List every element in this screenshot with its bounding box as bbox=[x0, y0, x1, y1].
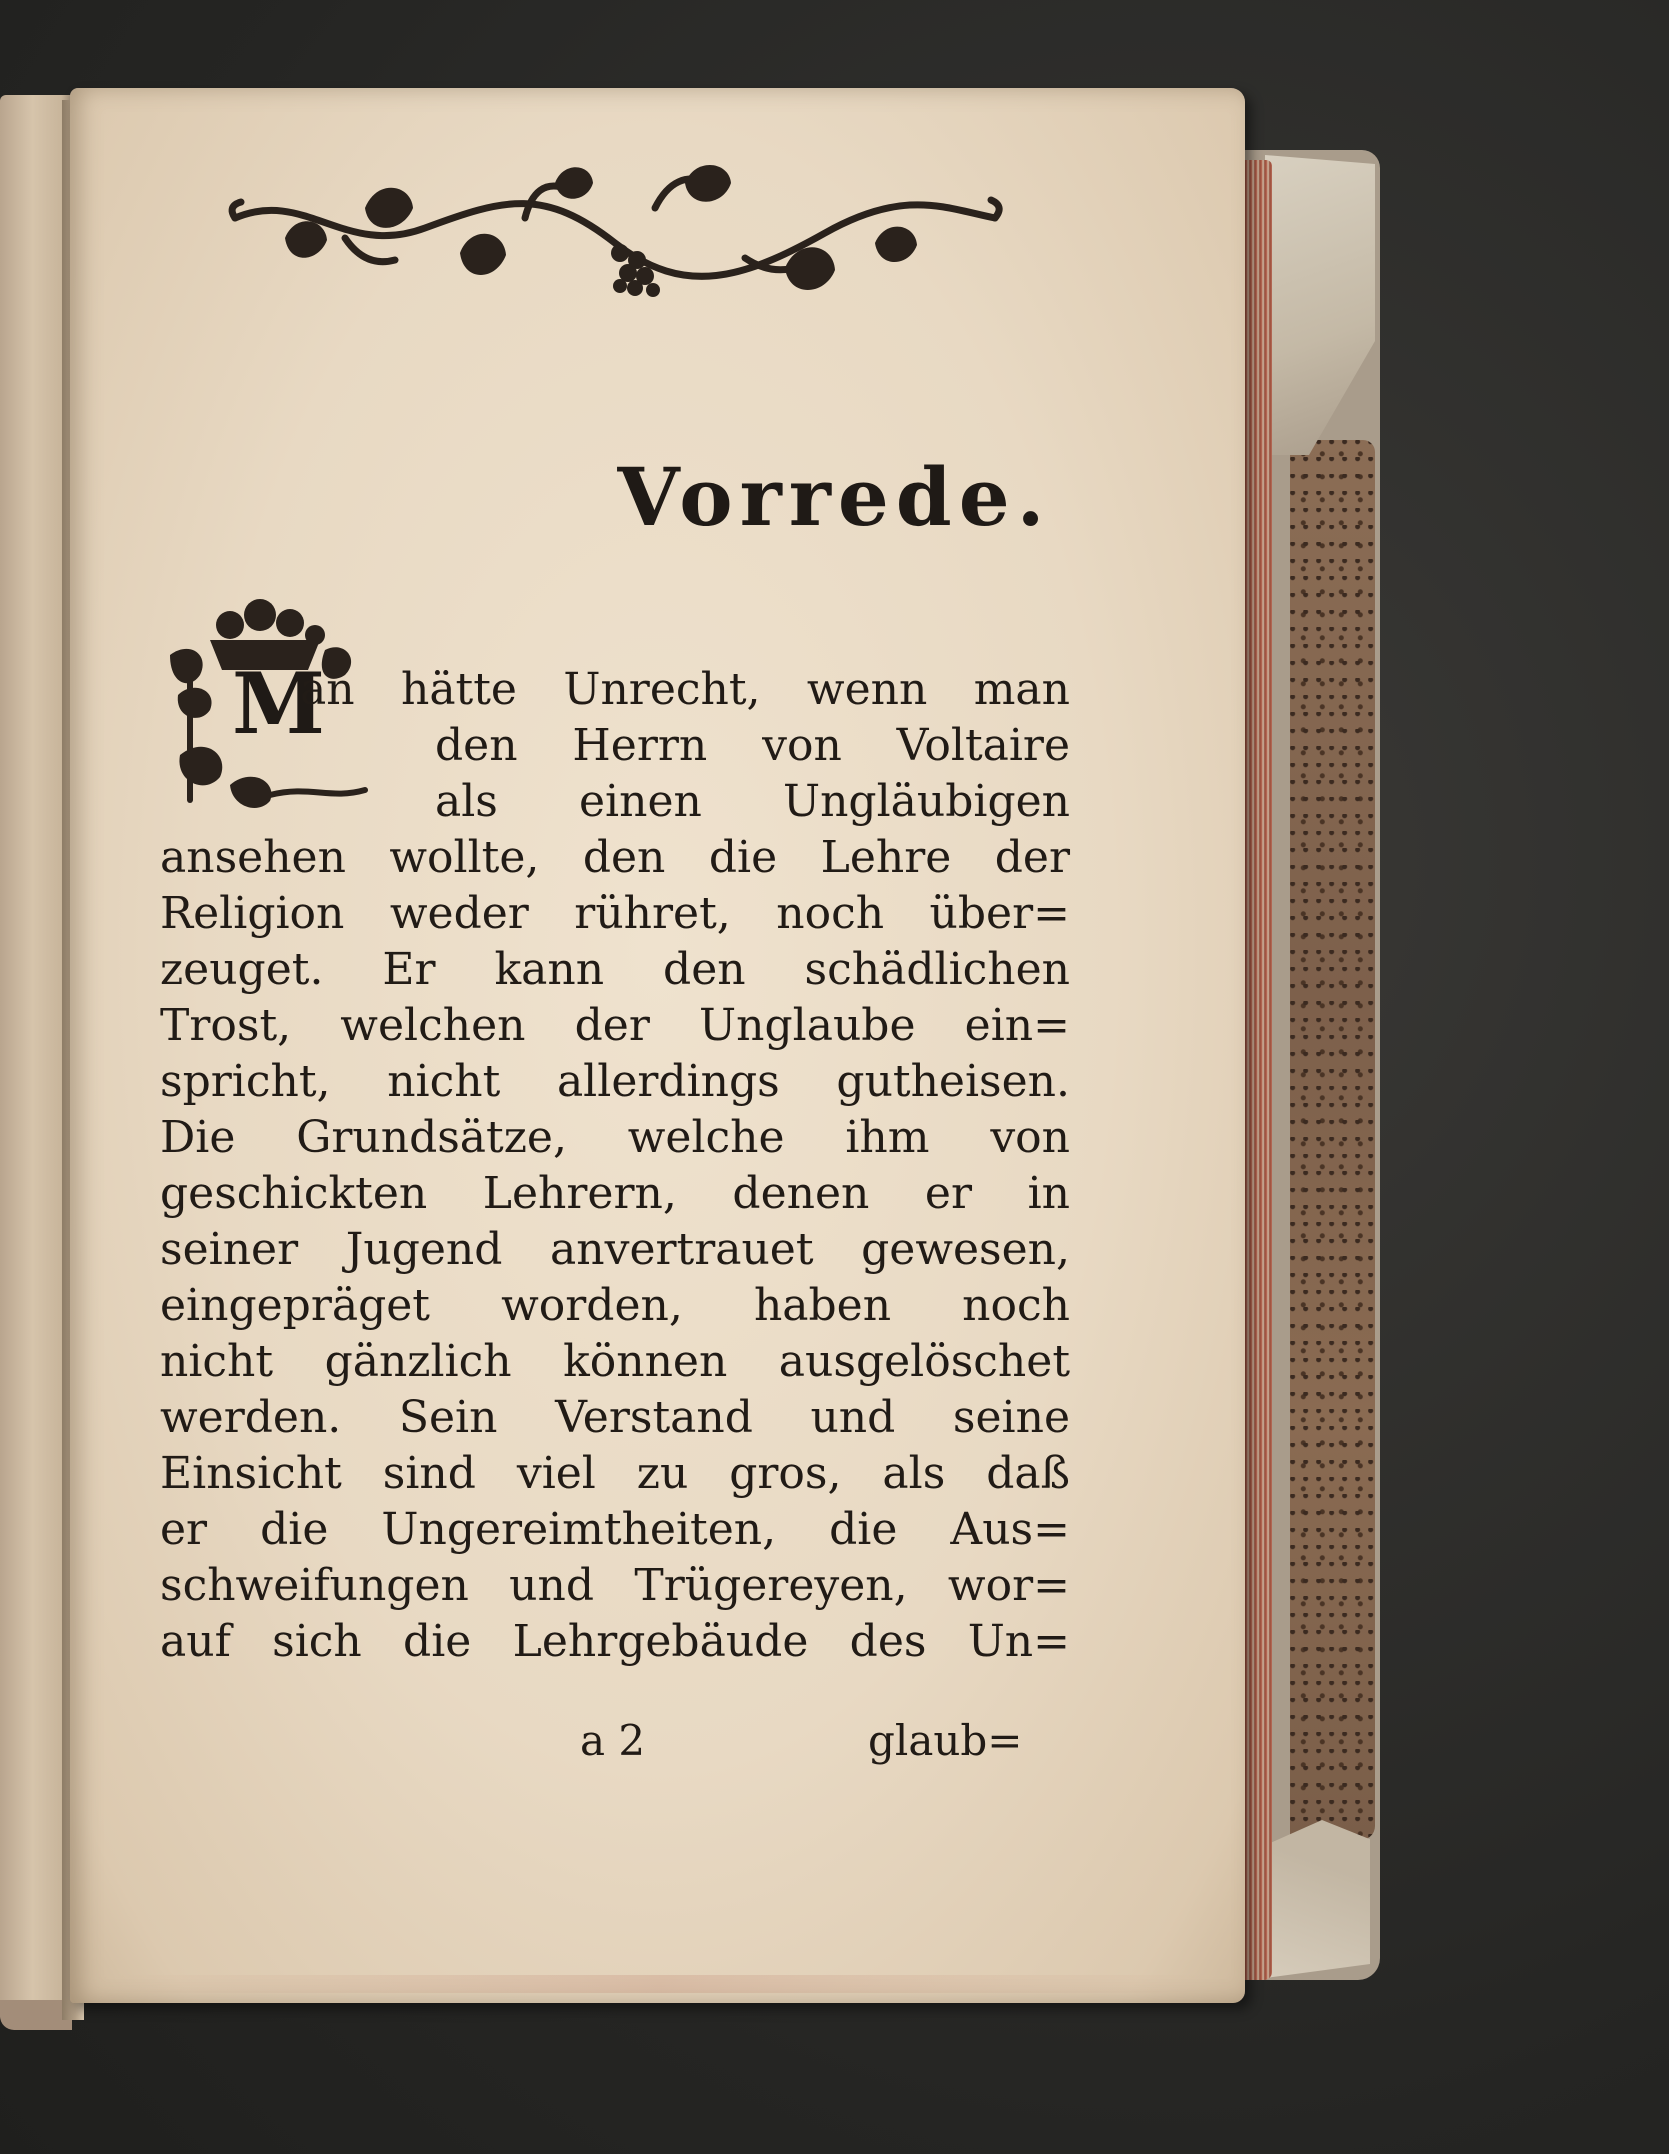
text-line: ansehen wollte, den die Lehre der bbox=[160, 832, 1070, 883]
vine-ornament-icon bbox=[225, 148, 1005, 373]
text-line: geschickten Lehrern, denen er in bbox=[160, 1168, 1070, 1219]
drop-initial: M bbox=[232, 654, 325, 753]
signature-mark: a 2 bbox=[580, 1716, 646, 1765]
text-line: spricht, nicht allerdings gutheisen. bbox=[160, 1056, 1070, 1107]
text-line: Trost, welchen der Unglaube ein= bbox=[160, 1000, 1070, 1051]
text-line: Einsicht sind viel zu gros, als daß bbox=[160, 1448, 1070, 1499]
page-title: Vorrede. bbox=[617, 450, 1052, 544]
text-line: nicht gänzlich können ausgelöschet bbox=[160, 1336, 1070, 1387]
text-line: den Herrn von Voltaire bbox=[435, 720, 1070, 771]
text-line: er die Ungereimtheiten, die Aus= bbox=[160, 1504, 1070, 1555]
text-line: zeuget. Er kann den schädlichen bbox=[160, 944, 1070, 995]
text-line: Religion weder rühret, noch über= bbox=[160, 888, 1070, 939]
text-line: seiner Jugend anvertrauet gewesen, bbox=[160, 1224, 1070, 1275]
text-line: auf sich die Lehrgebäude des Un= bbox=[160, 1616, 1070, 1667]
text-line: als einen Ungläubigen bbox=[435, 776, 1070, 827]
page-stain bbox=[110, 1975, 1210, 1993]
text-line: werden. Sein Verstand und seine bbox=[160, 1392, 1070, 1443]
catchword: glaub= bbox=[868, 1716, 1023, 1765]
text-line: schweifungen und Trügereyen, wor= bbox=[160, 1560, 1070, 1611]
text-line: eingepräget worden, haben noch bbox=[160, 1280, 1070, 1331]
text-line: an hätte Unrecht, wenn man bbox=[300, 664, 1070, 715]
text-line: Die Grundsätze, welche ihm von bbox=[160, 1112, 1070, 1163]
marbled-spine bbox=[1290, 440, 1375, 1840]
